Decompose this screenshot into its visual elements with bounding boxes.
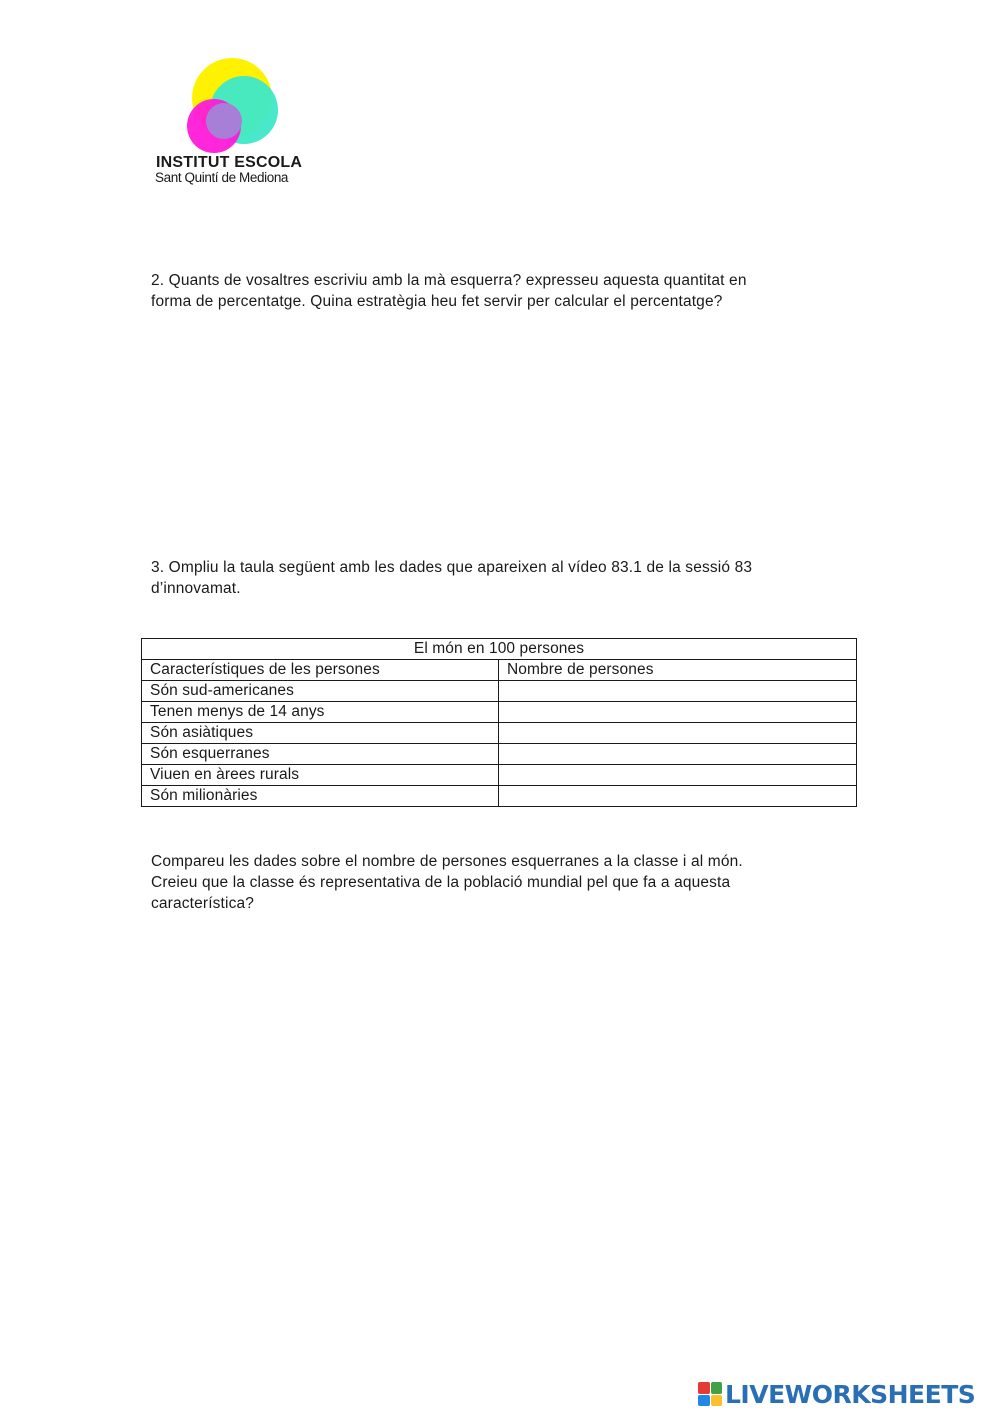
row-label: Tenen menys de 14 anys bbox=[142, 702, 499, 723]
liveworksheets-wordmark: LIVEWORKSHEETS bbox=[725, 1379, 976, 1409]
answer-cell[interactable] bbox=[499, 681, 857, 702]
liveworksheets-icon bbox=[698, 1382, 722, 1406]
answer-cell[interactable] bbox=[499, 702, 857, 723]
comparison-line: característica? bbox=[151, 895, 255, 912]
row-label: Són asiàtiques bbox=[142, 723, 499, 744]
answer-cell[interactable] bbox=[499, 765, 857, 786]
table-caption-row bbox=[142, 639, 857, 660]
table-row bbox=[142, 744, 857, 765]
table-caption: El món en 100 persones bbox=[142, 639, 857, 660]
table-row bbox=[142, 765, 857, 786]
logo-title: INSTITUT ESCOLA bbox=[156, 154, 303, 171]
comparison-line: Compareu les dades sobre el nombre de persones esquerranes a la classe i al món. bbox=[151, 853, 743, 870]
question-3 bbox=[151, 557, 851, 599]
table-row bbox=[142, 786, 857, 807]
table-row bbox=[142, 681, 857, 702]
question-2-line: forma de percentatge. Quina estratègia heu fet servir per calcular el percentatge? bbox=[151, 293, 723, 310]
question-3-line: 3. Ompliu la taula següent amb les dades que apareixen al vídeo 83.1 de la sessió 83 bbox=[151, 559, 753, 576]
table-row bbox=[142, 723, 857, 744]
table-row bbox=[142, 702, 857, 723]
school-logo bbox=[150, 58, 320, 188]
answer-cell[interactable] bbox=[499, 744, 857, 765]
answer-cell[interactable] bbox=[499, 786, 857, 807]
question-2-line: 2. Quants de vosaltres escriviu amb la mà esquerra? expresseu aquesta quantitat en bbox=[151, 272, 747, 289]
answer-cell[interactable] bbox=[499, 723, 857, 744]
table-header-row bbox=[142, 660, 857, 681]
row-label: Són esquerranes bbox=[142, 744, 499, 765]
question-2 bbox=[151, 270, 851, 312]
row-label: Són sud-americanes bbox=[142, 681, 499, 702]
question-3-line: d’innovamat. bbox=[151, 580, 241, 597]
logo-circles-icon bbox=[184, 58, 284, 154]
comparison-line: Creieu que la classe és representativa de la població mundial pel que fa a aquesta bbox=[151, 874, 731, 891]
comparison-question bbox=[151, 851, 851, 914]
world-100-people-table bbox=[141, 638, 857, 807]
liveworksheets-brand bbox=[698, 1379, 975, 1409]
row-label: Són milionàries bbox=[142, 786, 499, 807]
header-characteristics: Característiques de les persones bbox=[142, 660, 499, 681]
row-label: Viuen en àrees rurals bbox=[142, 765, 499, 786]
logo-subtitle: Sant Quintí de Mediona bbox=[155, 170, 289, 185]
header-number-of-people: Nombre de persones bbox=[499, 660, 857, 681]
